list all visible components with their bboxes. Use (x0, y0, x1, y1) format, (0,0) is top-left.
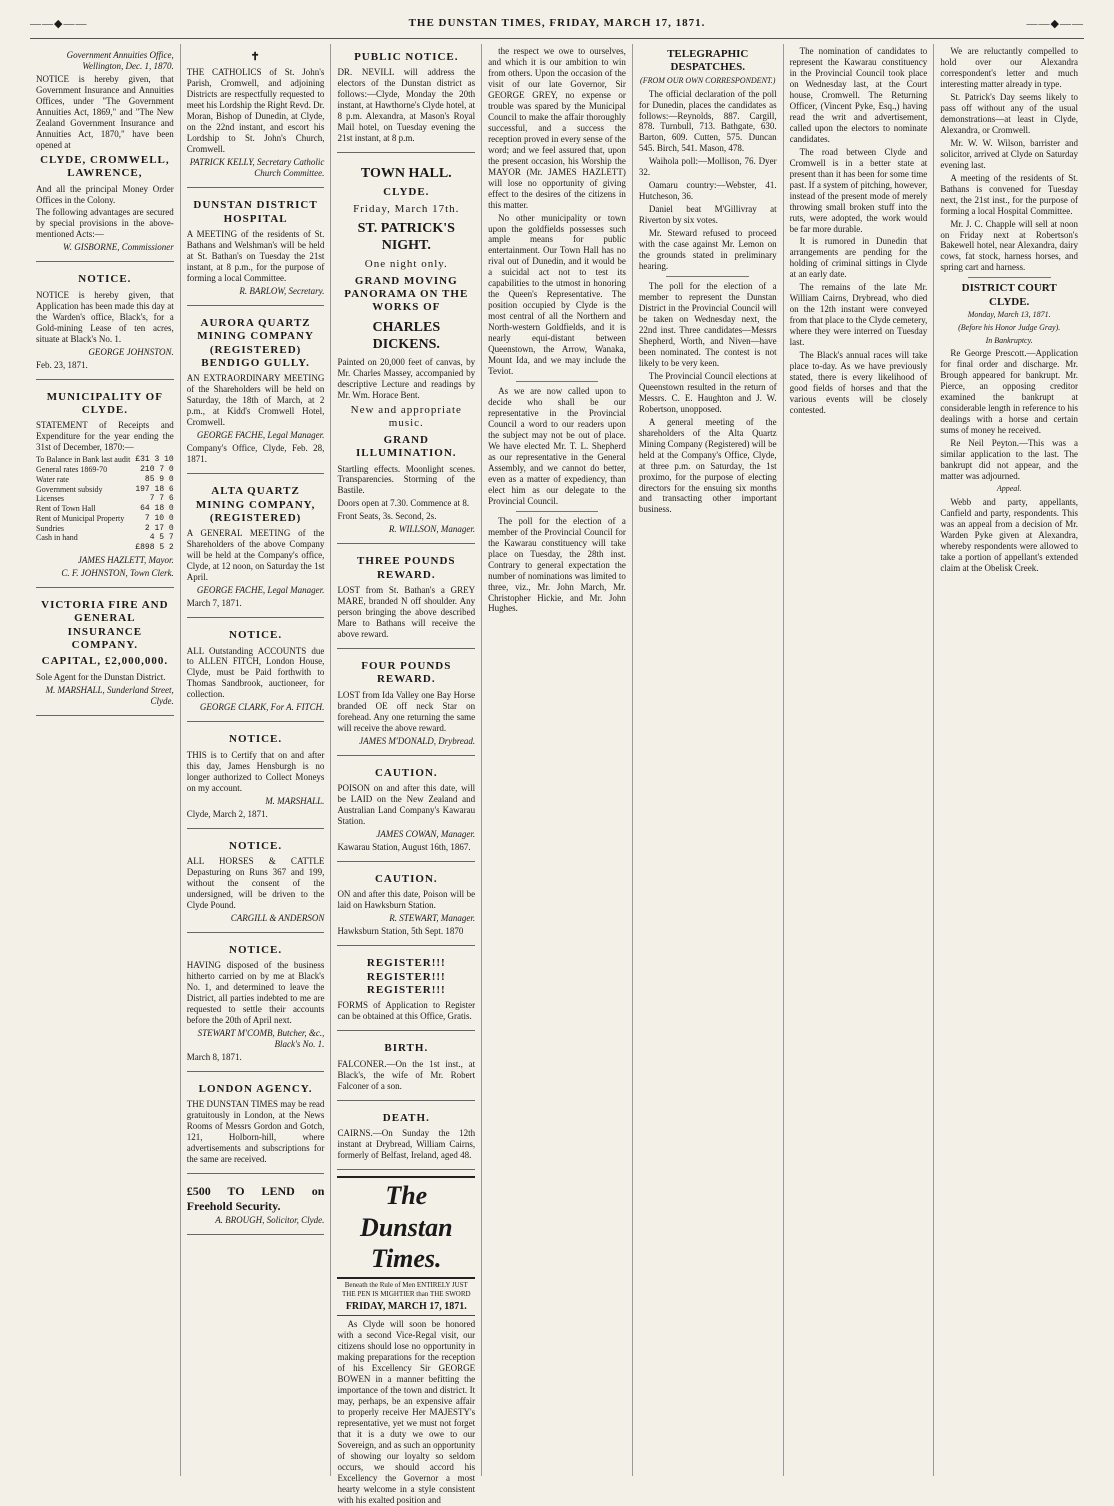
willson-sign: R. WILLSON, Manager. (388, 524, 476, 535)
gold-lease-notice (36, 266, 174, 379)
caution-hawksburn-heading: CAUTION. (374, 872, 438, 885)
caution-kawarau-heading: CAUTION. (374, 766, 438, 779)
gold-lease-body: NOTICE is hereby given, that Application has been made this day at the Warden's office, Black's, for a Gold-mining Lease of ten acres, situate at Black's No. 1. (36, 289, 174, 344)
receipts-row (36, 514, 174, 524)
catholics-notice (187, 44, 325, 188)
catholics-body: THE CATHOLICS of St. John's Parish, Cromwell, and adjoining Districts are respectfully requested to meet his Lordship the Right Revd. Dr. Moran, Bishop of Dunedin, at Clyde, on the 22nd instant, and escort his Lordship to St. John's Church, Cromwell. (186, 67, 325, 155)
receipts-total (36, 543, 174, 553)
marshall-date: Clyde, March 2, 1871. (186, 808, 268, 819)
paper-title: The Dunstan Times. (337, 1176, 475, 1279)
local-p12: A meeting of the residents of St. Bathans is convened for Tuesday next, the 21st inst., for the purpose of forming a local Hospital Committee. (940, 172, 1079, 216)
victoria-body: Sole Agent for the Dunstan District. (36, 671, 166, 682)
receipts-row-label: Licenses (36, 494, 64, 504)
st-patricks-night: ST. PATRICK'S NIGHT. (357, 221, 455, 254)
annuities-places: CLYDE, CROMWELL, LAWRENCE, (40, 153, 170, 180)
stewart-sign: R. STEWART, Manager. (389, 913, 476, 924)
receipts-table (36, 455, 174, 543)
receipts-row-value: 85 9 0 (144, 474, 174, 484)
death-body: CAIRNS.—On Sunday the 12th instant at Drybread, William Cairns, formerly of Belfast, Ireland, aged 48. (337, 1128, 476, 1160)
column-5 (633, 44, 784, 1476)
editorial-p3: As we are now called upon to decide who shall be our representative in the Provincial Council a word to our readers upon the subject may not be out of place. We have elected Mr. T. L. Shepherd as our representative in the General Assembly, and we cannot do better, even as a matter of expediency, than elect him as our delegate to the Provincial Council. (488, 386, 626, 506)
aurora-body: AN EXTRAORDINARY MEETING of the Shareholders will be held on Saturday, the 18th of March, at 2 p.m., at Kidd's Cromwell Hotel, Cromwell. (186, 373, 325, 428)
aurora-sign: GEORGE FACHE, Legal Manager. (196, 430, 325, 441)
london-agency (187, 1076, 325, 1174)
death-heading: DEATH. (382, 1111, 430, 1124)
receipts-row-value: 7 10 0 (144, 513, 174, 523)
masthead (30, 8, 1084, 39)
public-notice-body: DR. NEVILL will address the electors of the Dunstan district as follows:—Clyde, Monday the 20th instant, at Hawthorne's Clyde hotel, at 8 p.m. Alexandra, at Mason's Royal Mail hotel, on Tuesday evening the 21st instant, at 8 p.m. (337, 67, 476, 144)
receipts-row (36, 455, 174, 465)
doors-line: Doors open at 7.30. Commence at 8. (337, 498, 470, 509)
hospital-notice (187, 192, 325, 306)
marshall-body: THIS is to Certify that on and after this day, James Hensburgh is no longer authorized to Collect Moneys on my account. (186, 749, 325, 793)
register-body: FORMS of Application to Register can be obtained at this Office, Gratis. (337, 1000, 476, 1022)
four-pounds-heading: FOUR POUNDS REWARD. (361, 659, 452, 686)
receipts-row-value: 197 18 6 (135, 484, 174, 494)
dickens-name: CHARLES DICKENS. (372, 319, 441, 352)
alta-heading: ALTA QUARTZ MINING COMPANY, (REGISTERED) (195, 485, 316, 524)
telegraph-p4: Daniel beat M'Gillivray at Riverton by six votes. (638, 204, 777, 226)
local-p3: A general meeting of the shareholders of the Alta Quartz Mining Company (Registered) will be held at the Company's Office, Clyde, at three p.m. on Saturday, the 1st proximo, for the purpose of electing directors for the ensuing six months and transacting other important business. (638, 416, 777, 515)
telegraphic-sub: (FROM OUR OWN CORRESPONDENT.) (640, 75, 776, 85)
alta-date: March 7, 1871. (186, 598, 242, 609)
death-notice (337, 1105, 475, 1170)
column-7 (934, 44, 1084, 1476)
music-line: New and appropriate music. (350, 403, 462, 430)
three-pounds-reward (337, 548, 475, 649)
telegraph-p5: Mr. Steward refused to proceed with the case against Mr. Lemon on the grounds stated in preliminary hearing. (638, 228, 777, 272)
cowan-date: Kawarau Station, August 16th, 1867. (337, 841, 471, 852)
loan-body: £500 TO LEND on Freehold Security. (186, 1184, 325, 1213)
register-heading: REGISTER!!! REGISTER!!! REGISTER!!! (366, 957, 446, 996)
register-ad (337, 950, 475, 1031)
appeal-heading: Appeal. (996, 484, 1022, 494)
column-4 (482, 44, 633, 1476)
horses-sign: CARGILL & ANDERSON (230, 912, 325, 923)
court-p2: Re Neil Peyton.—This was a similar application to the last. The bankrupt did not appear, and the matter was adjourned. (940, 438, 1079, 482)
fitch-heading: NOTICE. (229, 629, 283, 642)
loan-ad (187, 1178, 325, 1235)
local-p7: The remains of the late Mr. William Cairns, Drybread, who died on the 12th instant were conveyed from that place to the Clyde cemetery, where they were interred on Tuesday last. (789, 282, 928, 348)
alta-notice (187, 478, 325, 618)
receipts-row-label: Water rate (36, 474, 69, 484)
caution-hawksburn-body: ON and after this date, Poison will be laid on Hawksburn Station. (337, 889, 476, 911)
receipts-row-value: 210 7 0 (140, 465, 174, 474)
masthead-title: THE DUNSTAN TIMES, FRIDAY, MARCH 17, 1871. (408, 17, 706, 29)
receipts-row (36, 504, 174, 514)
london-body: THE DUNSTAN TIMES may be read gratuitously in London, at the News Rooms of Messrs Gordon and Gotch, 121, Holborn-hill, where advertisements and subscriptions for the same are received. (186, 1099, 325, 1165)
editorial-date: FRIDAY, MARCH 17, 1871. (337, 1301, 475, 1316)
telegraph-p1: The official declaration of the poll for Dunedin, places the candidates as follows:—Reynolds, 887. Cargill, 878. Turnbull, 713. Bathgate, 630. Barton, 609. Cutten, 575. Duncan 545. Birch, 541. Mason, 478. (638, 88, 777, 154)
prices-line: Front Seats, 3s. Second, 2s. (337, 511, 437, 522)
annuities-notice (36, 44, 174, 262)
receipts-row-label: Cash in hand (36, 533, 78, 543)
public-notice-heading: PUBLIC NOTICE. (354, 51, 459, 63)
town-hall-heading: TOWN HALL. (360, 166, 452, 182)
aurora-date: Company's Office, Clyde, Feb. 28, 1871. (186, 443, 325, 465)
town-hall-ad (337, 157, 475, 544)
receipts-row-label: Rent of Municipal Property (36, 513, 125, 523)
municipality-heading: MUNICIPALITY OF CLYDE. (46, 390, 163, 416)
newspaper-columns (30, 44, 1084, 1505)
column-3 (331, 44, 482, 1505)
receipts-row-value: 4 5 7 (149, 533, 174, 543)
public-notice (337, 44, 475, 153)
mcomb-heading: NOTICE. (229, 943, 283, 956)
horses-notice (187, 833, 325, 933)
paper-motto: Beneath the Rule of Men ENTIRELY JUST THE PEN IS MIGHTIER than THE SWORD (342, 1281, 471, 1298)
receipts-row (36, 524, 174, 534)
marshall-sign: M. MARSHALL. (265, 795, 325, 806)
caution-kawarau (337, 760, 475, 862)
mcomb-sign: STEWART M'COMB, Butcher, &c., Black's No. 1. (197, 1027, 325, 1049)
masthead-rule-left: ——◆—— (30, 17, 88, 30)
annuities-sign: W. GISBORNE, Commissioner (63, 242, 174, 253)
receipts-row-label: Sundries (36, 523, 64, 533)
editorial-lead: As Clyde will soon be honored with a second Vice-Regal visit, our citizens should lose no opportunity in making preparations for the reception of his Excellency Sir GEORGE BOWEN in a manner befitting the importance of the town and district. It may, perhaps, be an expensive affair to properly receive Her MAJESTY's representative, yet we must not forget that it is a duty we owe to our Sovereign, and as such an opportunity of showing our loyalty so seldom occurs, we should accord his Excellency the Governor a most hearty welcome in a style consistent with his exalted position and (337, 1319, 476, 1505)
birth-notice (337, 1035, 475, 1100)
caution-kawarau-body: POISON on and after this date, will be LAID on the New Zealand and Australian Land Company's Kawarau Station. (337, 783, 476, 826)
column-6 (784, 44, 935, 1476)
local-p5: The road between Clyde and Cromwell is in a better state at present than it has been for some time past. If a system of pitching, however, instead of the present mode of merely throwing small broken stuff into the ruts, were adopted, the work would be far more durable. (789, 146, 928, 234)
local-p4: The nomination of candidates to represent the Kawarau constituency in the Provincial Council took place on Wednesday last, at the Court house, Cromwell. The Returning Officer, (Vincent Pyke, Esq.,) having read the writ and advertisement, called upon the electors to nominate candidates. (789, 46, 928, 144)
district-court-date: Monday, March 13, 1871. (967, 310, 1051, 320)
divider (968, 277, 1051, 278)
cowan-sign: JAMES COWAN, Manager. (376, 828, 476, 839)
municipality-body: STATEMENT of Receipts and Expenditure for the year ending the 31st of December, 1870:— (36, 420, 174, 453)
mcomb-date: March 8, 1871. (186, 1051, 242, 1062)
fitch-notice (187, 622, 325, 722)
receipts-row (36, 485, 174, 495)
town-hall-place: CLYDE. (383, 186, 430, 199)
caution-hawksburn (337, 866, 475, 946)
three-pounds-heading: THREE POUNDS REWARD. (357, 555, 456, 581)
hospital-body: A MEETING of the residents of St. Bathans and Welshman's will be held at St. Bathan's on Tuesday the 21st instant, at 8 p.m., for the purpose of forming a local Committee. (186, 228, 325, 283)
four-pounds-body: LOST from Ida Valley one Bay Horse branded OE off neck Star on forehead. Any one returning the same will receive the above reward. (337, 689, 476, 733)
local-p1: The poll for the election of a member to represent the Dunstan District in the Provincial Council will be taken on Wednesday next, the 22nd inst. Three candidates—Messrs Shepherd, Worth, and Niven—have been nominated. The contest is not likely to be very keen. (638, 281, 777, 368)
birth-heading: BIRTH. (384, 1042, 429, 1055)
receipts-row (36, 533, 174, 543)
receipts-row-value: £31 3 10 (135, 455, 174, 465)
receipts-row-label: Rent of Town Hall (36, 504, 96, 513)
marshall-heading: NOTICE. (229, 733, 283, 746)
editorial-p4: The poll for the election of a member of the Provincial Council for the Kawarau constituency will take place on Tuesday, the 28th inst. Contrary to general expectation the number of nominations was limited to three, viz., Mr. John March, Mr. Christopher Hickie, and Mr. John Hughes. (488, 515, 626, 614)
divider (666, 276, 749, 277)
one-night-only: One night only. (364, 258, 448, 271)
local-p10: St. Patrick's Day seems likely to pass off without any of the usual demonstrations—at least in Clyde, Alexandra, or Cromwell. (940, 91, 1079, 135)
bankruptcy-heading: In Bankruptcy. (985, 335, 1033, 345)
horses-heading: NOTICE. (229, 839, 283, 852)
receipts-row-value: 7 7 6 (149, 494, 174, 504)
town-hall-date: Friday, March 17th. (353, 202, 460, 215)
hospital-heading: DUNSTAN DISTRICT HOSPITAL (193, 199, 318, 225)
three-pounds-body: LOST from St. Bathan's a GREY MARE, branded N off shoulder. Any person bringing the above described Mare to Bathans will receive the above reward. (337, 585, 476, 640)
receipts-row (36, 465, 174, 475)
aurora-heading: AURORA QUARTZ MINING COMPANY (REGISTERED) BENDIGO GULLY. (197, 316, 314, 369)
editorial-p2: No other municipality or town upon the goldfields possesses such ample means for public entertainment. Our Town Hall has no rival out of Dunedin, and it would be a suicidal act not to test its capabilities to the utmost in honoring the Queen's Representative. The position occupied by Clyde is the most central of all the Northern and North-western Goldfields, and it is nearly equi-distant between Queenstown, the Arrow, Wanaka, Mount Ida, and we may include the Teviot. (488, 212, 626, 377)
municipality-statement (36, 384, 174, 588)
illumination-heading: GRAND ILLUMINATION. (356, 433, 457, 460)
annuities-office-line: Government Annuities Office, Wellington, Dec. 1, 1870. (66, 50, 174, 71)
mcdonald-sign: JAMES M'DONALD, Drybread. (359, 735, 476, 746)
receipts-row-label: Government subsidy (36, 484, 103, 494)
receipts-row-label: To Balance in Bank last audit (36, 455, 131, 465)
mayor-sign: JAMES HAZLETT, Mayor. (77, 554, 174, 565)
district-court-heading: DISTRICT COURT CLYDE. (961, 282, 1057, 308)
marshall-notice (187, 726, 325, 828)
fitch-sign: GEORGE CLARK, For A. FITCH. (199, 702, 325, 713)
telegraphic-heading: TELEGRAPHIC DESPATCHES. (667, 48, 749, 74)
local-p2: The Provincial Council elections at Queenstown resulted in the return of Messrs. C. E. Haughton and J. W. Robertson, unopposed. (638, 370, 777, 414)
local-p13: Mr. J. C. Chapple will sell at noon on Friday next at Robertson's Bakewell hotel, near Alexandra, dairy cows, fat stock, harness horses, and spring cart and harness. (940, 218, 1079, 273)
divider (516, 511, 599, 512)
mcomb-body: HAVING disposed of the business hitherto carried on by me at Black's No. 1, and determined to leave the District, all parties indebted to me are requested to settle their accounts before the 20th of April next. (186, 960, 325, 1025)
panorama-line: GRAND MOVING PANORAMA ON THE WORKS OF (344, 274, 469, 314)
horses-body: ALL HORSES & CATTLE Depasturing on Runs 367 and 199, without the consent of the undersigned, will be driven to the Clyde Pound. (186, 855, 325, 910)
receipts-total-value: £898 5 2 (135, 543, 174, 552)
victoria-insurance-heading: VICTORIA FIRE AND GENERAL INSURANCE COMPANY. (41, 598, 169, 651)
illumination-body: Startling effects. Moonlight scenes. Transparencies. Storming of the Bastile. (337, 463, 476, 496)
masthead-rule-right: ——◆—— (1026, 17, 1084, 30)
mcomb-notice (187, 937, 325, 1072)
district-court-judge: (Before his Honor Judge Gray). (958, 322, 1061, 332)
cross-icon: ✝ (250, 51, 261, 63)
editorial-p1: the respect we owe to ourselves, and which it is our ambition to win from others. Upon the occasion of the visit of our late Governor, Sir GEORGE GREY, no expense or trouble was spared by the Municipal Council to make the affair thoroughly successful, and a success the reception proved in every sense of the word; and we feel assured that, upon the present occasion, his Worship the MAYOR (Mr. JAMES HAZLETT) will lose no opportunity of giving effect to the desires of the citizens in this matter. (488, 46, 626, 210)
alta-body: A GENERAL MEETING of the Shareholders of the above Company will be held at the Company's office, Clyde, at 12 noon, on Saturday the 1st April. (186, 528, 325, 583)
telegraph-p3: Oamaru country:—Webster, 41. Hutcheson, 36. (638, 180, 777, 202)
loan-sign: A. BROUGH, Solicitor, Clyde. (215, 1215, 325, 1226)
gold-lease-heading: NOTICE. (78, 273, 132, 286)
annuities-body-2: And all the principal Money Order Offices in the Colony. (36, 183, 174, 205)
hospital-sign: R. BARLOW, Secretary. (239, 285, 325, 296)
victoria-insurance-ad (36, 592, 174, 716)
stewart-date: Hawksburn Station, 5th Sept. 1870 (337, 926, 464, 937)
local-p11: Mr. W. W. Wilson, barrister and solicitor, arrived at Clyde on Saturday evening last. (940, 137, 1079, 170)
victoria-sign: M. MARSHALL, Sunderland Street, Clyde. (45, 684, 174, 706)
local-p8: The Black's annual races will take place to-day. As we have previously stated, there is every likelihood of good fields of horses and that the various events will be closely contested. (789, 350, 928, 415)
london-heading: LONDON AGENCY. (198, 1082, 313, 1095)
town-clerk-sign: C. F. JOHNSTON, Town Clerk. (61, 567, 174, 578)
four-pounds-reward (337, 653, 475, 756)
divider (516, 381, 599, 382)
receipts-row (36, 475, 174, 485)
gold-lease-date: Feb. 23, 1871. (36, 359, 88, 370)
column-1 (30, 44, 181, 1476)
annuities-body-3: The following advantages are secured by special provisions in the above-mentioned Acts:— (36, 207, 174, 240)
local-p6: It is rumored in Dunedin that arrangements are pending for the holding of criminal sittings in Clyde at an early date. (789, 236, 928, 280)
aurora-notice (187, 310, 325, 474)
catholics-sign: PATRICK KELLY, Secretary Catholic Church Committee. (189, 157, 325, 179)
birth-body: FALCONER.—On the 1st inst., at Black's, the wife of Mr. Robert Falconer of a son. (337, 1058, 476, 1091)
victoria-capital: CAPITAL, £2,000,000. (41, 655, 169, 668)
receipts-row-value: 2 17 0 (144, 523, 174, 533)
receipts-row (36, 494, 174, 504)
receipts-row-label: General rates 1869-70 (36, 465, 108, 474)
panorama-body: Painted on 20,000 feet of canvas, by Mr. Charles Massey, accompanied by descriptive Lecture and readings by Mr. Wm. Horace Bent. (337, 357, 476, 400)
column-2 (181, 44, 332, 1476)
court-p3: Webb and party, appellants, Canfield and party, respondents. This was an appeal from a decision of Mr. Warden Pyke given at Alexandra, whereby respondents were allowed to take a portion of appellant's extended claim at the Obelisk Creek. (940, 496, 1079, 573)
fitch-body: ALL Outstanding ACCOUNTS due to ALLEN FITCH, London House, Clyde, must be Paid forthwith to Thomas Sandbrook, auctioneer, for collection. (186, 645, 325, 700)
gold-lease-sign: GEORGE JOHNSTON. (88, 346, 174, 357)
local-p9: We are reluctantly compelled to hold over our Alexandra correspondent's letter and much interesting matter already in type. (940, 46, 1079, 89)
court-p1: Re George Prescott.—Application for final order and discharge. Mr. Brough appeared for bankrupt. Mr. Pierce, an opposing creditor examined the bankrupt at considerable length in reference to his dealings with a horse and certain sums of money he received. (940, 348, 1079, 436)
telegraph-p2: Waihola poll:—Mollison, 76. Dyer 32. (638, 156, 777, 178)
alta-sign: GEORGE FACHE, Legal Manager. (196, 585, 325, 596)
receipts-row-value: 64 18 0 (140, 504, 174, 513)
annuities-body: NOTICE is hereby given, that Government Insurance and Annuities Offices, under "The Government Annuities Act, 1869," and "The New Zealand Government Insurance and Annuities Act, 1870," have been opened at (36, 73, 174, 150)
